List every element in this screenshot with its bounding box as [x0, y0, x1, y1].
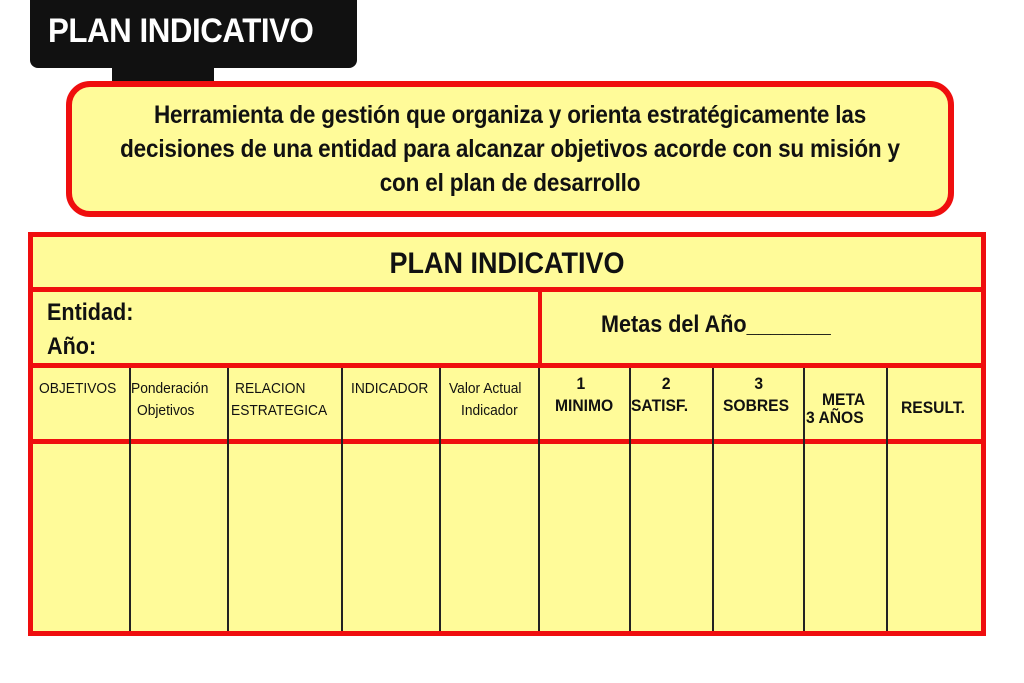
table-title: PLAN INDICATIVO — [389, 247, 625, 280]
table-cell-sobres[interactable] — [714, 444, 803, 631]
definition-box — [66, 81, 954, 217]
column-header-valor-actual: Valor Actual — [449, 381, 522, 397]
column-header-ponderacion: Ponderación — [131, 381, 209, 397]
column-header-minimo: MINIMO — [555, 396, 614, 415]
column-header-meta: META — [822, 390, 866, 409]
slide-title-tab — [30, 0, 357, 68]
definition-text: Herramienta de gestión que organiza y orienta estratégicamente las decisiones de una entidad para alcanzar objetivos acorde con su misión y con el plan de desarrollo — [120, 101, 900, 197]
column-header-ponderacion-line2: Objetivos — [137, 403, 195, 419]
column-header-relacion: RELACION — [235, 381, 306, 397]
entidad-label: Entidad: — [47, 299, 134, 326]
table-cell-valor-actual[interactable] — [441, 444, 538, 631]
column-header-objetivos: OBJETIVOS — [39, 381, 117, 397]
table-cell-objetivos[interactable] — [33, 444, 129, 631]
column-header-minimo-number: 1 — [576, 374, 586, 393]
table-cell-indicador[interactable] — [343, 444, 439, 631]
table-cell-minimo[interactable] — [540, 444, 629, 631]
table-cell-satisf[interactable] — [631, 444, 712, 631]
table-cell-ponderacion[interactable] — [131, 444, 227, 631]
slide-title: PLAN INDICATIVO — [48, 12, 314, 50]
plan-indicativo-table — [28, 232, 986, 636]
column-header-satisf: SATISF. — [631, 396, 689, 415]
table-row-divider — [33, 363, 981, 368]
column-header-indicador: INDICADOR — [351, 381, 429, 397]
column-header-valor-actual-line2: Indicador — [461, 403, 518, 419]
ano-label: Año: — [47, 333, 97, 360]
column-header-relacion-line2: ESTRATEGICA — [231, 403, 328, 419]
column-header-result: RESULT. — [901, 398, 966, 417]
column-header-sobres-number: 3 — [754, 374, 764, 393]
metas-del-ano-label: Metas del Año_______ — [601, 311, 831, 338]
entidad-metas-divider — [538, 292, 542, 363]
column-header-satisf-number: 2 — [661, 374, 671, 393]
column-header-meta-line2: 3 AÑOS — [806, 408, 864, 427]
table-cell-meta[interactable] — [805, 444, 886, 631]
column-header-sobres: SOBRES — [723, 396, 790, 415]
table-cell-relacion[interactable] — [229, 444, 341, 631]
table-row-divider — [33, 287, 981, 292]
table-cell-result[interactable] — [888, 444, 981, 631]
